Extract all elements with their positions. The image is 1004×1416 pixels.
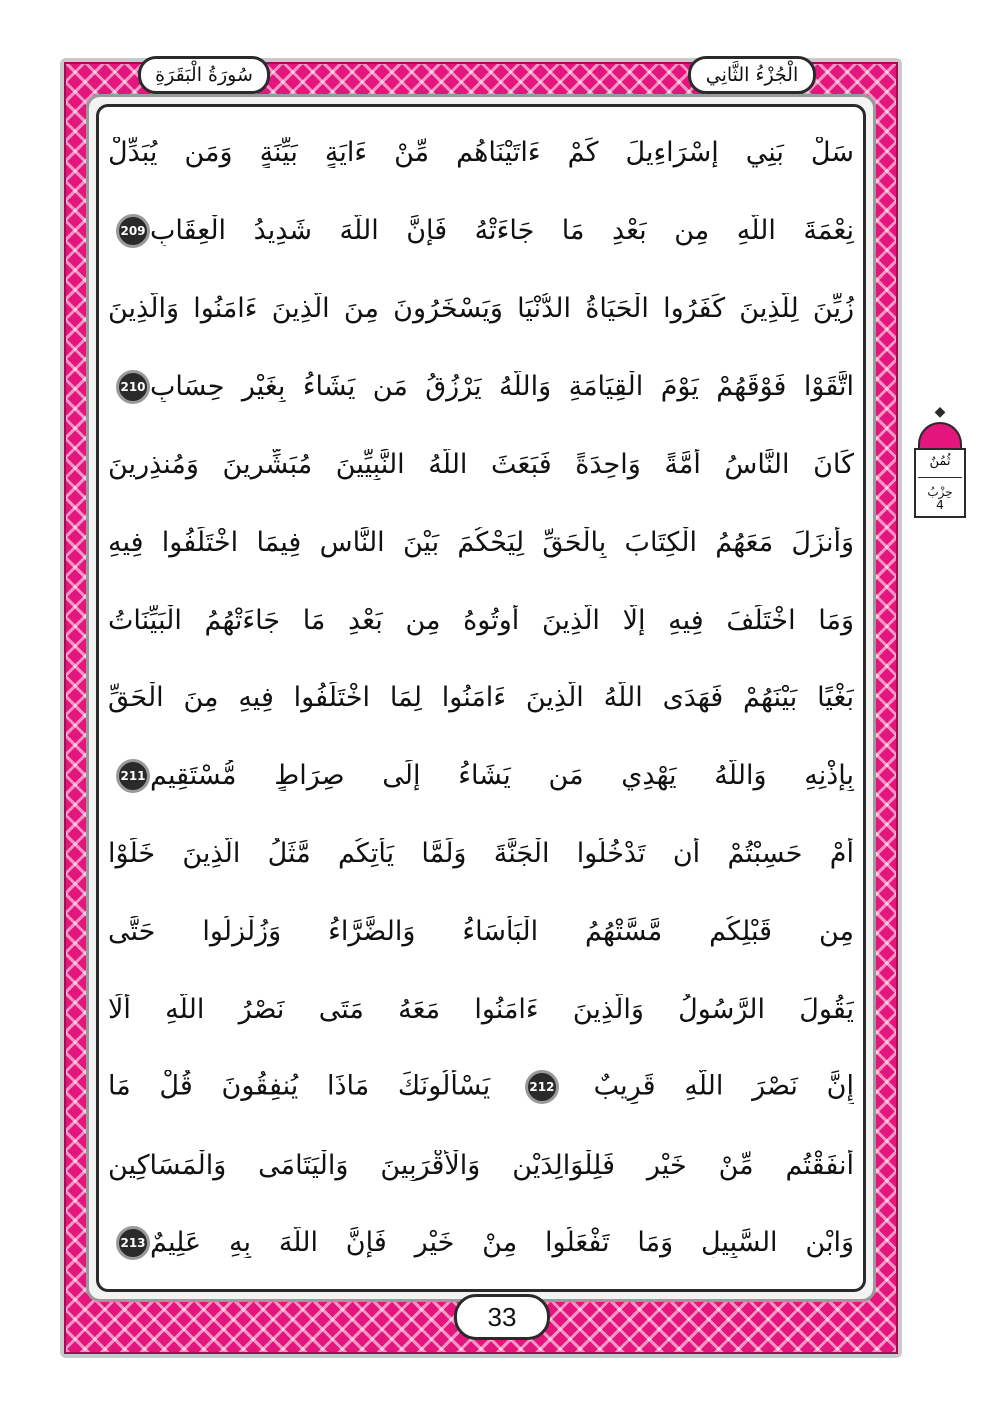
verse-line bbox=[108, 270, 854, 348]
hizb-body bbox=[914, 448, 966, 518]
verse-text: وَابْنِ السَّبِيلِ وَمَا تَفْعَلُوا مِنْ خَيْرٍ فَإِنَّ اللَّهَ بِهِ عَلِيمٌ bbox=[150, 1227, 854, 1259]
verse-line bbox=[108, 581, 854, 659]
verse-lines bbox=[108, 114, 854, 1282]
verse-line bbox=[108, 425, 854, 503]
verse-line bbox=[108, 815, 854, 893]
ayah-number-marker: 209 bbox=[116, 214, 150, 248]
surah-label: سُورَةُ الْبَقَرَةِ bbox=[155, 64, 253, 86]
verse-text: إِنَّ نَصْرَ اللَّهِ قَرِيبٌ 212 يَسْأَلُونَكَ مَاذَا يُنفِقُونَ قُلْ مَا bbox=[108, 1070, 854, 1104]
verse-text: سَلْ بَنِي إِسْرَاءِيلَ كَمْ ءَاتَيْنَاهُم مِّنْ ءَايَةٍ بَيِّنَةٍ وَمَن يُبَدِّلْ bbox=[108, 137, 854, 169]
verse-line bbox=[108, 192, 854, 270]
verse-text: وَأَنزَلَ مَعَهُمُ الْكِتَابَ بِالْحَقِّ لِيَحْكُمَ بَيْنَ النَّاسِ فِيمَا اخْتَلَفُوا فِيهِ bbox=[108, 526, 854, 558]
verse-text: مِن قَبْلِكُم مَّسَّتْهُمُ الْبَأْسَاءُ وَالضَّرَّاءُ وَزُلْزِلُوا حَتَّى bbox=[108, 916, 854, 948]
ayah-number-marker: 213 bbox=[116, 1226, 150, 1260]
hizb-marker bbox=[914, 400, 966, 518]
page-number bbox=[454, 1294, 550, 1340]
verse-line bbox=[108, 1204, 854, 1282]
dome-icon bbox=[918, 422, 962, 450]
verse-line bbox=[108, 503, 854, 581]
verse-text: نِعْمَةَ اللَّهِ مِن بَعْدِ مَا جَاءَتْهُ فَإِنَّ اللَّهَ شَدِيدُ الْعِقَابِ bbox=[150, 215, 854, 247]
verse-line bbox=[108, 737, 854, 815]
ayah-number-marker: 210 bbox=[116, 370, 150, 404]
juz-header bbox=[688, 56, 816, 94]
verse-line bbox=[108, 893, 854, 971]
verse-line bbox=[108, 1126, 854, 1204]
verse-line bbox=[108, 348, 854, 426]
surah-header bbox=[138, 56, 270, 94]
verse-line bbox=[108, 659, 854, 737]
hizb-quarter-label: ثُمُنٌ bbox=[929, 454, 951, 469]
verse-text: وَمَا اخْتَلَفَ فِيهِ إِلَّا الَّذِينَ أُوتُوهُ مِن بَعْدِ مَا جَاءَتْهُمُ الْبَيِّنَاتُ bbox=[108, 604, 854, 636]
verse-line bbox=[108, 970, 854, 1048]
verse-line bbox=[108, 1048, 854, 1126]
verse-text: زُيِّنَ لِلَّذِينَ كَفَرُوا الْحَيَاةُ الدُّنْيَا وَيَسْخَرُونَ مِنَ الَّذِينَ ءَامَنُوا وَالَّذِينَ bbox=[108, 293, 854, 325]
page-number-text: 33 bbox=[487, 1301, 517, 1332]
verse-text: كَانَ النَّاسُ أُمَّةً وَاحِدَةً فَبَعَثَ اللَّهُ النَّبِيِّينَ مُبَشِّرِينَ وَمُنذِرِينَ bbox=[108, 448, 854, 480]
ayah-number-marker: 211 bbox=[116, 759, 150, 793]
verse-text: بِإِذْنِهِ وَاللَّهُ يَهْدِي مَن يَشَاءُ إِلَى صِرَاطٍ مُّسْتَقِيمٍ bbox=[150, 760, 854, 792]
inline-ayah-number-marker: 212 bbox=[525, 1070, 559, 1104]
hizb-label bbox=[927, 486, 952, 512]
verse-text: اتَّقَوْا فَوْقَهُمْ يَوْمَ الْقِيَامَةِ وَاللَّهُ يَرْزُقُ مَن يَشَاءُ بِغَيْرِ حِسَابٍ bbox=[150, 371, 854, 402]
hizb-number: 4 bbox=[936, 498, 944, 512]
verse-text: يَقُولَ الرَّسُولُ وَالَّذِينَ ءَامَنُوا مَعَهُ مَتَى نَصْرُ اللَّهِ أَلَا bbox=[108, 993, 854, 1025]
verse-text: بَغْيًا بَيْنَهُمْ فَهَدَى اللَّهُ الَّذِينَ ءَامَنُوا لِمَا اخْتَلَفُوا فِيهِ مِنَ الْحَقِّ bbox=[108, 682, 854, 714]
juz-label: الْجُزْءُ الثَّانِي bbox=[705, 64, 799, 86]
finial-icon: ◆ bbox=[934, 404, 946, 420]
verse-line bbox=[108, 114, 854, 192]
verse-text: أَمْ حَسِبْتُمْ أَن تَدْخُلُوا الْجَنَّةَ وَلَمَّا يَأْتِكُم مَّثَلُ الَّذِينَ خَلَوْا bbox=[108, 838, 854, 870]
hizb-divider bbox=[918, 477, 962, 478]
verse-text: أَنفَقْتُم مِّنْ خَيْرٍ فَلِلْوَالِدَيْنِ وَالْأَقْرَبِينَ وَالْيَتَامَى وَالْمَسَاكِينِ bbox=[108, 1149, 854, 1181]
hizb-word: حِزْبُ bbox=[927, 485, 953, 499]
